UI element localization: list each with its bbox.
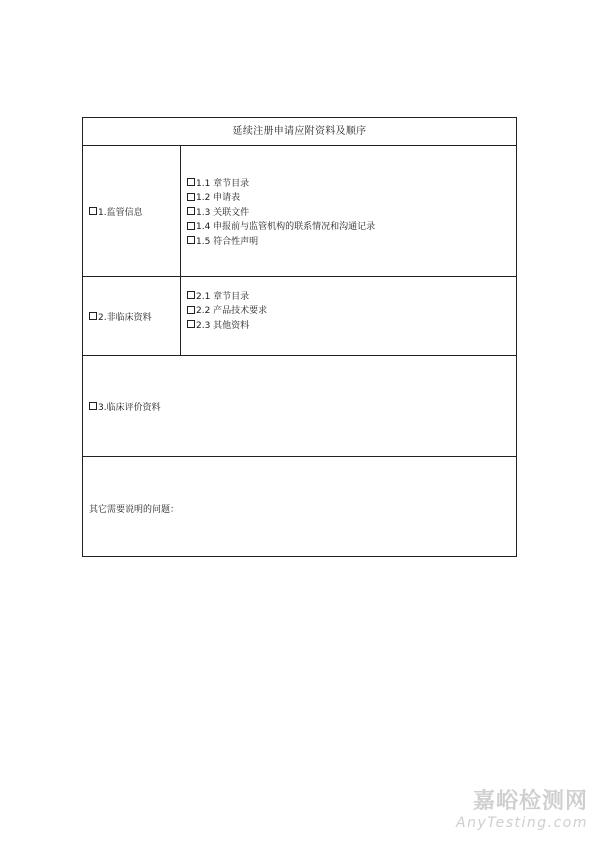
item-label: 2.1 章节目录 [196,291,250,302]
list-item [187,175,516,190]
section-label-cell [83,356,516,456]
section-row-regulatory [83,146,516,277]
list-item [187,288,516,303]
section-label: 2.非临床资料 [98,312,152,323]
notes-cell [83,457,516,556]
item-label: 1.2 申请表 [196,193,241,203]
section-label: 3.临床评价资料 [98,402,161,413]
checkbox[interactable] [89,207,97,215]
checkbox[interactable] [187,193,195,201]
checkbox[interactable] [187,207,195,215]
item-label: 2.2 产品技术要求 [196,306,268,317]
section-label-cell [83,277,181,355]
checkbox[interactable] [187,291,195,299]
item-label: 1.5 符合性声明 [196,236,259,247]
list-item [187,204,516,219]
item-label: 1.1 章节目录 [196,178,250,189]
notes-label: 其它需要说明的问题： [89,505,180,515]
list-item [187,303,516,318]
watermark [456,790,588,832]
watermark-cn: 嘉峪检测网 [472,789,588,814]
checkbox[interactable] [187,306,195,314]
item-label: 2.3 其他资料 [196,320,250,331]
watermark-en: AnyTesting.com [456,815,588,831]
checkbox[interactable] [89,312,97,320]
section-items-cell [181,277,516,355]
section-label: 1.监管信息 [98,207,143,218]
notes-row [83,457,516,556]
item-label: 1.3 关联文件 [196,207,250,218]
item-label: 1.4 申报前与监管机构的联系情况和沟通记录 [196,222,376,232]
checkbox[interactable] [187,320,195,328]
list-item [187,317,516,332]
registration-document-table [82,117,517,557]
checkbox[interactable] [89,402,97,410]
list-item [187,233,516,248]
checkbox[interactable] [187,222,195,230]
list-item [187,218,516,233]
section-row-clinical [83,356,516,457]
table-title-row [83,118,516,146]
section-label-cell [83,146,181,276]
table-title: 延续注册申请应附资料及顺序 [232,126,367,137]
checkbox[interactable] [187,236,195,244]
section-items-cell [181,146,516,276]
list-item [187,189,516,204]
section-row-nonclinical [83,277,516,356]
checkbox[interactable] [187,178,195,186]
